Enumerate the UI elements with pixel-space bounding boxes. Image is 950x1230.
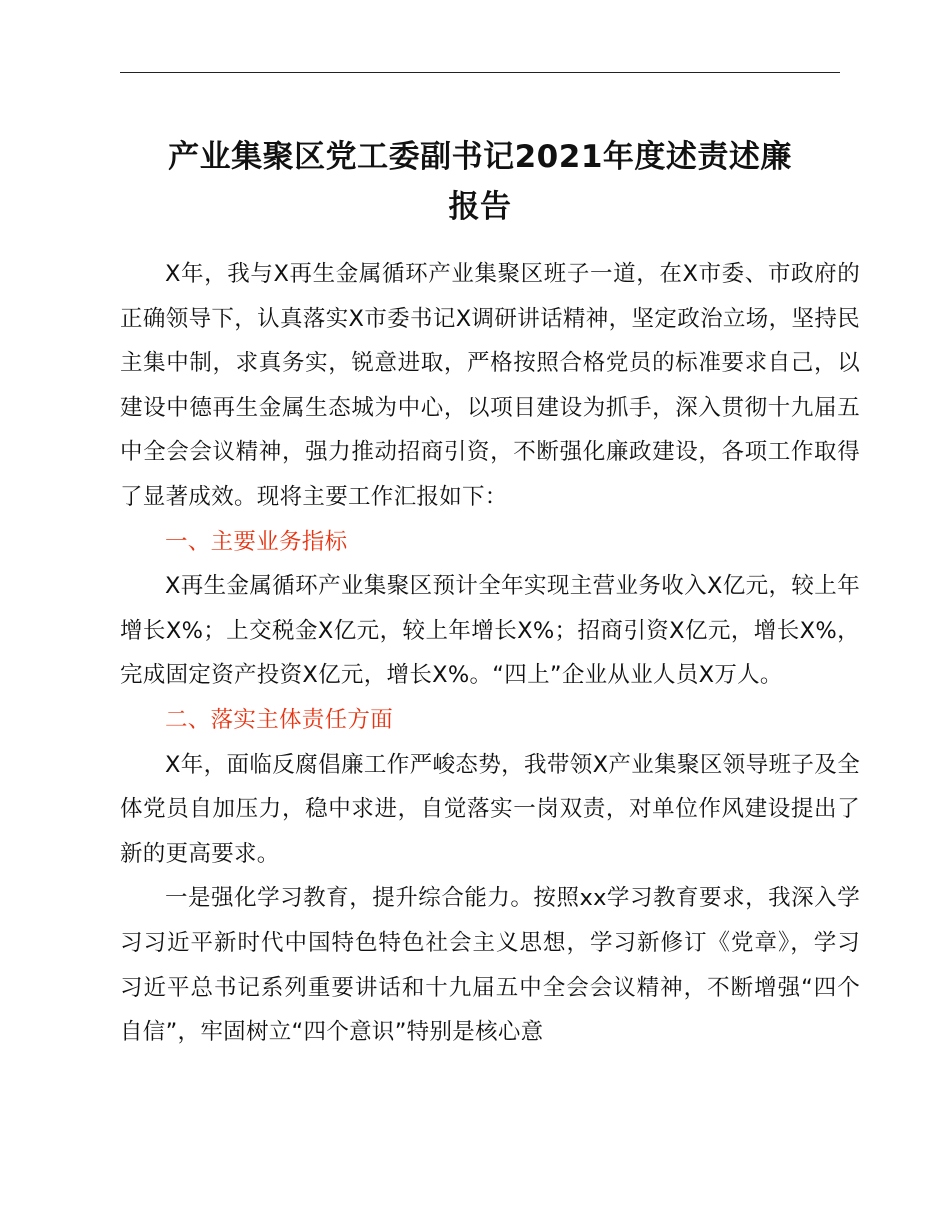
document-title: [100, 132, 860, 232]
study-paragraph: 一是强化学习教育，提升综合能力。按照xx学习教育要求，我深入学习习近平新时代中国特色特色社会主义思想，学习新修订《党章》，学习习近平总书记系列重要讲话和十九届五中全会会议精神，不断增强“四个自信”，牢固树立“四个意识”特别是核心意: [120, 885, 860, 1046]
title-line-1: 产业集聚区党工委副书记2021年度述责述廉: [168, 139, 792, 175]
title-line-2: 报告: [448, 189, 512, 225]
header-rule: [120, 72, 840, 73]
document-body: [120, 252, 860, 1055]
section-heading-indicators: 一、主要业务指标: [165, 528, 348, 555]
section-heading-responsibility: 二、落实主体责任方面: [165, 706, 394, 733]
indicators-paragraph: X再生金属循环产业集聚区预计全年实现主营业务收入X亿元，较上年增长X%；上交税金X亿元，较上年增长X%；招商引资X亿元，增长X%，完成固定资产投资X亿元，增长X%。“四上”企业从业人员X万人。: [120, 573, 860, 689]
intro-paragraph: X年，我与X再生金属循环产业集聚区班子一道，在X市委、市政府的正确领导下，认真落实X市委书记X调研讲话精神，坚定政治立场，坚持民主集中制，求真务实，锐意进取，严格按照合格党员的标准要求自己，以建设中德再生金属生态城为中心，以项目建设为抓手，深入贯彻十九届五中全会会议精神，强力推动招商引资，不断强化廉政建设，各项工作取得了显著成效。现将主要工作汇报如下：: [120, 261, 860, 510]
responsibility-paragraph: X年，面临反腐倡廉工作严峻态势，我带领X产业集聚区领导班子及全体党员自加压力，稳中求进，自觉落实一岗双责，对单位作风建设提出了新的更高要求。: [120, 751, 860, 867]
